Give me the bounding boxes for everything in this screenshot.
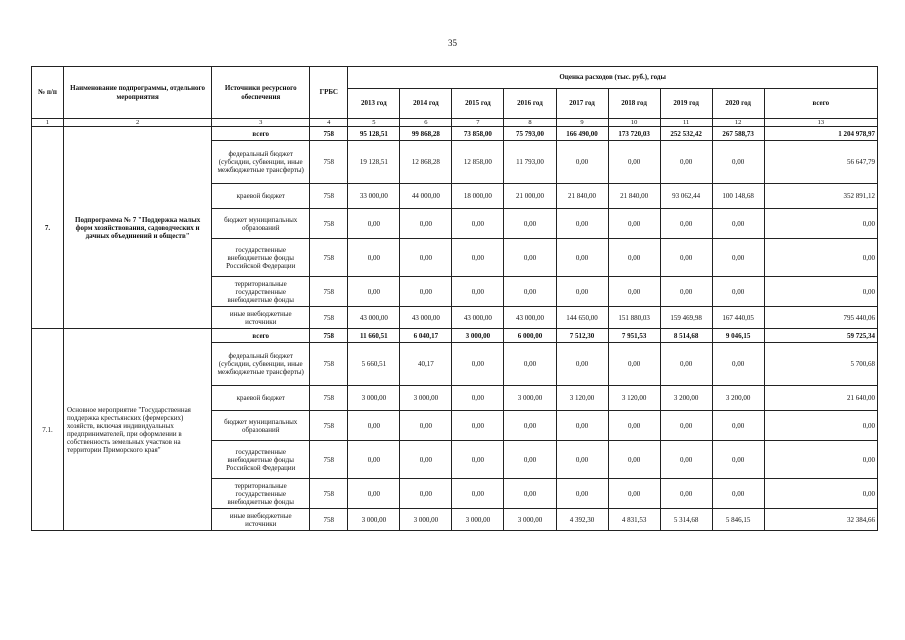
- year-value: 0,00: [660, 441, 712, 479]
- year-value: 3 000,00: [348, 509, 400, 531]
- year-value: 0,00: [452, 441, 504, 479]
- year-value: 3 200,00: [712, 386, 764, 411]
- year-value: 3 000,00: [400, 509, 452, 531]
- year-value: 0,00: [452, 239, 504, 277]
- year-value: 21 840,00: [556, 184, 608, 209]
- program-name: Подпрограмма № 7 "Поддержка малых форм хозяйствования, садоводческих и дачных объединений и обществ": [64, 127, 212, 329]
- col-number: 3: [212, 119, 310, 127]
- funding-source: иные внебюджетные источники: [212, 307, 310, 329]
- table-row: [32, 329, 878, 343]
- header-year: 2018 год: [608, 89, 660, 119]
- year-value: 44 000,00: [400, 184, 452, 209]
- year-value: 0,00: [452, 277, 504, 307]
- funding-source: всего: [212, 127, 310, 141]
- header-year: 2019 год: [660, 89, 712, 119]
- year-value: 5 314,68: [660, 509, 712, 531]
- row-number: 7.: [32, 127, 64, 329]
- year-value: 19 128,51: [348, 141, 400, 184]
- col-number: 11: [660, 119, 712, 127]
- year-value: 0,00: [660, 479, 712, 509]
- year-value: 0,00: [348, 239, 400, 277]
- year-value: 0,00: [608, 209, 660, 239]
- program-name: Основное мероприятие "Государственная поддержка крестьянских (фермерских) хозяйств, включая индивидуальных предпринимателей, при оформлении в собственность земельных участков на территории Приморского края": [64, 329, 212, 531]
- year-value: 0,00: [556, 479, 608, 509]
- year-value: 0,00: [400, 277, 452, 307]
- year-value: 3 000,00: [452, 509, 504, 531]
- year-value: 11 660,51: [348, 329, 400, 343]
- total-value: 5 700,68: [764, 343, 877, 386]
- year-value: 5 660,51: [348, 343, 400, 386]
- total-value: 352 891,12: [764, 184, 877, 209]
- year-value: 0,00: [452, 386, 504, 411]
- grbs-code: 758: [310, 307, 348, 329]
- year-value: 3 000,00: [452, 329, 504, 343]
- year-value: 9 046,15: [712, 329, 764, 343]
- year-value: 0,00: [452, 479, 504, 509]
- year-value: 8 514,68: [660, 329, 712, 343]
- year-value: 93 062,44: [660, 184, 712, 209]
- year-value: 0,00: [348, 209, 400, 239]
- page-number: 35: [448, 38, 457, 48]
- col-number: 10: [608, 119, 660, 127]
- year-value: 0,00: [712, 141, 764, 184]
- grbs-code: 758: [310, 386, 348, 411]
- year-value: 0,00: [504, 479, 556, 509]
- year-value: 0,00: [348, 441, 400, 479]
- year-value: 0,00: [712, 479, 764, 509]
- col-number: 9: [556, 119, 608, 127]
- year-value: 0,00: [452, 343, 504, 386]
- year-value: 0,00: [660, 411, 712, 441]
- header-estimate: Оценка расходов (тыс. руб.), годы: [348, 67, 878, 89]
- header-total: всего: [764, 89, 877, 119]
- year-value: 0,00: [400, 209, 452, 239]
- header-num: № п/п: [32, 67, 64, 119]
- total-value: 0,00: [764, 411, 877, 441]
- year-value: 11 793,00: [504, 141, 556, 184]
- year-value: 75 793,00: [504, 127, 556, 141]
- year-value: 0,00: [556, 441, 608, 479]
- year-value: 0,00: [504, 277, 556, 307]
- year-value: 0,00: [504, 209, 556, 239]
- year-value: 267 588,73: [712, 127, 764, 141]
- funding-source: территориальные государственные внебюджетные фонды: [212, 277, 310, 307]
- year-value: 0,00: [608, 141, 660, 184]
- grbs-code: 758: [310, 509, 348, 531]
- header-year: 2015 год: [452, 89, 504, 119]
- grbs-code: 758: [310, 209, 348, 239]
- year-value: 12 868,28: [400, 141, 452, 184]
- header-name: Наименование подпрограммы, отдельного мероприятия: [64, 67, 212, 119]
- header-year: 2017 год: [556, 89, 608, 119]
- year-value: 0,00: [660, 209, 712, 239]
- funding-source: территориальные государственные внебюджетные фонды: [212, 479, 310, 509]
- year-value: 0,00: [712, 411, 764, 441]
- total-value: 795 440,06: [764, 307, 877, 329]
- year-value: 6 000,00: [504, 329, 556, 343]
- expense-table: [31, 66, 878, 531]
- header-year: 2014 год: [400, 89, 452, 119]
- year-value: 0,00: [452, 209, 504, 239]
- funding-source: бюджет муниципальных образований: [212, 209, 310, 239]
- year-value: 3 000,00: [504, 386, 556, 411]
- year-value: 0,00: [608, 277, 660, 307]
- funding-source: всего: [212, 329, 310, 343]
- total-value: 0,00: [764, 441, 877, 479]
- year-value: 0,00: [452, 411, 504, 441]
- year-value: 0,00: [556, 343, 608, 386]
- year-value: 5 846,15: [712, 509, 764, 531]
- row-number: 7.1.: [32, 329, 64, 531]
- year-value: 6 040,17: [400, 329, 452, 343]
- col-number: 1: [32, 119, 64, 127]
- grbs-code: 758: [310, 441, 348, 479]
- year-value: 151 880,03: [608, 307, 660, 329]
- total-value: 0,00: [764, 239, 877, 277]
- year-value: 0,00: [400, 411, 452, 441]
- col-number: 7: [452, 119, 504, 127]
- header-year: 2016 год: [504, 89, 556, 119]
- year-value: 40,17: [400, 343, 452, 386]
- year-value: 159 469,98: [660, 307, 712, 329]
- year-value: 12 858,00: [452, 141, 504, 184]
- year-value: 0,00: [348, 479, 400, 509]
- funding-source: бюджет муниципальных образований: [212, 411, 310, 441]
- year-value: 95 128,51: [348, 127, 400, 141]
- year-value: 3 200,00: [660, 386, 712, 411]
- grbs-code: 758: [310, 411, 348, 441]
- year-value: 0,00: [712, 209, 764, 239]
- grbs-code: 758: [310, 127, 348, 141]
- header-source: Источники ресурсного обеспечения: [212, 67, 310, 119]
- table-row: [32, 127, 878, 141]
- year-value: 3 000,00: [348, 386, 400, 411]
- col-number: 4: [310, 119, 348, 127]
- year-value: 7 512,30: [556, 329, 608, 343]
- col-number: 8: [504, 119, 556, 127]
- year-value: 21 840,00: [608, 184, 660, 209]
- year-value: 0,00: [556, 411, 608, 441]
- col-number: 6: [400, 119, 452, 127]
- year-value: 0,00: [660, 239, 712, 277]
- year-value: 0,00: [608, 441, 660, 479]
- year-value: 4 392,30: [556, 509, 608, 531]
- year-value: 173 720,03: [608, 127, 660, 141]
- year-value: 0,00: [660, 141, 712, 184]
- year-value: 43 000,00: [400, 307, 452, 329]
- funding-source: федеральный бюджет (субсидии, субвенции, иные межбюджетные трансферты): [212, 141, 310, 184]
- header-grbs: ГРБС: [310, 67, 348, 119]
- year-value: 166 490,00: [556, 127, 608, 141]
- grbs-code: 758: [310, 329, 348, 343]
- funding-source: государственные внебюджетные фонды Российской Федерации: [212, 239, 310, 277]
- year-value: 0,00: [712, 441, 764, 479]
- year-value: 18 000,00: [452, 184, 504, 209]
- total-value: 59 725,34: [764, 329, 877, 343]
- year-value: 0,00: [504, 239, 556, 277]
- col-number: 5: [348, 119, 400, 127]
- year-value: 0,00: [400, 239, 452, 277]
- funding-source: краевой бюджет: [212, 184, 310, 209]
- grbs-code: 758: [310, 184, 348, 209]
- total-value: 21 640,00: [764, 386, 877, 411]
- year-value: 3 000,00: [504, 509, 556, 531]
- year-value: 0,00: [556, 141, 608, 184]
- year-value: 0,00: [348, 411, 400, 441]
- header-year: 2013 год: [348, 89, 400, 119]
- grbs-code: 758: [310, 239, 348, 277]
- year-value: 0,00: [712, 343, 764, 386]
- grbs-code: 758: [310, 343, 348, 386]
- year-value: 0,00: [556, 277, 608, 307]
- year-value: 0,00: [608, 411, 660, 441]
- year-value: 43 000,00: [452, 307, 504, 329]
- total-value: 1 204 978,97: [764, 127, 877, 141]
- year-value: 73 858,00: [452, 127, 504, 141]
- header-year: 2020 год: [712, 89, 764, 119]
- year-value: 0,00: [504, 441, 556, 479]
- year-value: 0,00: [608, 479, 660, 509]
- year-value: 0,00: [660, 343, 712, 386]
- year-value: 0,00: [504, 343, 556, 386]
- col-number: 13: [764, 119, 877, 127]
- grbs-code: 758: [310, 479, 348, 509]
- total-value: 56 647,79: [764, 141, 877, 184]
- total-value: 0,00: [764, 277, 877, 307]
- year-value: 0,00: [400, 479, 452, 509]
- year-value: 4 831,53: [608, 509, 660, 531]
- year-value: 0,00: [608, 343, 660, 386]
- year-value: 43 000,00: [348, 307, 400, 329]
- year-value: 0,00: [348, 277, 400, 307]
- total-value: 0,00: [764, 209, 877, 239]
- year-value: 167 440,05: [712, 307, 764, 329]
- year-value: 0,00: [400, 441, 452, 479]
- year-value: 252 532,42: [660, 127, 712, 141]
- col-number: 12: [712, 119, 764, 127]
- year-value: 3 120,00: [556, 386, 608, 411]
- col-number: 2: [64, 119, 212, 127]
- year-value: 0,00: [712, 239, 764, 277]
- year-value: 144 650,00: [556, 307, 608, 329]
- year-value: 100 148,68: [712, 184, 764, 209]
- year-value: 0,00: [712, 277, 764, 307]
- year-value: 99 868,28: [400, 127, 452, 141]
- year-value: 0,00: [556, 239, 608, 277]
- year-value: 3 000,00: [400, 386, 452, 411]
- grbs-code: 758: [310, 277, 348, 307]
- grbs-code: 758: [310, 141, 348, 184]
- funding-source: краевой бюджет: [212, 386, 310, 411]
- total-value: 32 384,66: [764, 509, 877, 531]
- year-value: 33 000,00: [348, 184, 400, 209]
- funding-source: федеральный бюджет (субсидии, субвенции, иные межбюджетные трансферты): [212, 343, 310, 386]
- funding-source: государственные внебюджетные фонды Российской Федерации: [212, 441, 310, 479]
- year-value: 0,00: [504, 411, 556, 441]
- funding-source: иные внебюджетные источники: [212, 509, 310, 531]
- year-value: 7 951,53: [608, 329, 660, 343]
- year-value: 0,00: [608, 239, 660, 277]
- total-value: 0,00: [764, 479, 877, 509]
- year-value: 0,00: [660, 277, 712, 307]
- year-value: 0,00: [556, 209, 608, 239]
- year-value: 21 000,00: [504, 184, 556, 209]
- year-value: 43 000,00: [504, 307, 556, 329]
- year-value: 3 120,00: [608, 386, 660, 411]
